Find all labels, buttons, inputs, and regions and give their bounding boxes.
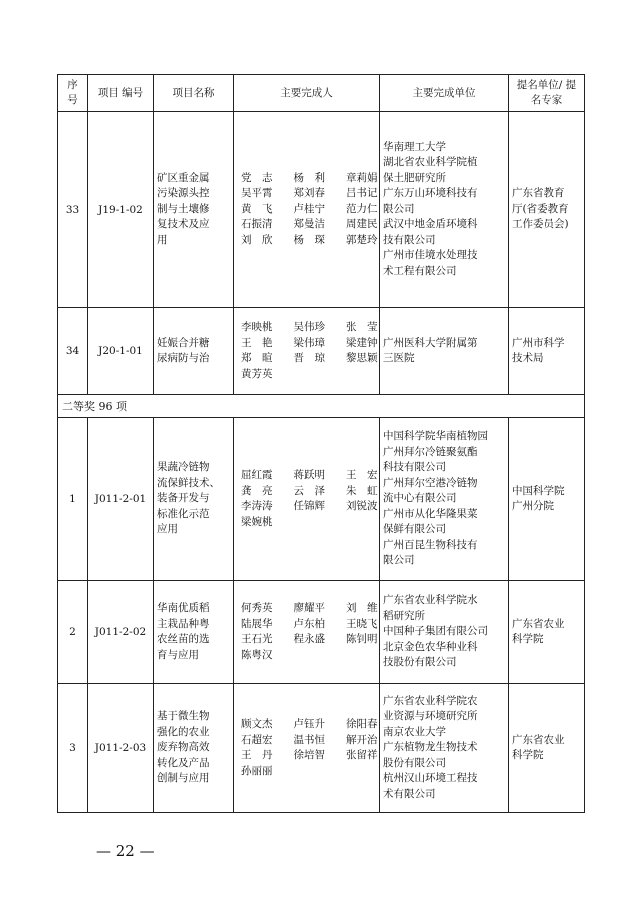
cell-units: 华南理工大学 湖北省农业科学院植 保土肥研究所 广东万山环境科技有 限公司 武汉中地金盾环境科 技有限公司 广州市佳境水处理技 术工程有限公司	[380, 112, 509, 308]
cell-code: J011-2-03	[88, 684, 154, 813]
cell-nominator: 中国科学院 广州分院	[509, 418, 585, 581]
cell-seq: 2	[58, 581, 88, 684]
cell-code: J011-2-01	[88, 418, 154, 581]
cell-units: 广东省农业科学院农 业资源与环境研究所 南京农业大学 广东植物龙生物技术 股份有限公司 杭州汉山环境工程技 术有限公司	[380, 684, 509, 813]
cell-code: J19-1-02	[88, 112, 154, 308]
cell-units: 广东省农业科学院水 稻研究所 中国种子集团有限公司 北京金色农华种业科 技股份有限公司	[380, 581, 509, 684]
cell-name: 基于微生物 强化的农业 废弃物高效 转化及产品 创制与应用	[154, 684, 234, 813]
cell-persons: 李映桃 吴伟珍 张 莹 王 艳 梁伟璋 梁建钟 郑 暄 晋 琼 黎思颖 黄芳英	[234, 308, 380, 395]
cell-nominator: 广东省农业 科学院	[509, 581, 585, 684]
header-name: 项目名称	[154, 75, 234, 112]
cell-code: J011-2-02	[88, 581, 154, 684]
table-row	[58, 308, 585, 395]
table-row	[58, 581, 585, 684]
cell-nominator: 广东省农业 科学院	[509, 684, 585, 813]
cell-name: 妊娠合并糖 尿病防与治	[154, 308, 234, 395]
table-row	[58, 418, 585, 581]
cell-nominator: 广东省教育 厅(省委教育 工作委员会)	[509, 112, 585, 308]
cell-seq: 1	[58, 418, 88, 581]
header-code: 项目 编号	[88, 75, 154, 112]
header-seq: 序 号	[58, 75, 88, 112]
section-row	[58, 395, 585, 418]
cell-seq: 3	[58, 684, 88, 813]
cell-persons: 何秀英 廖耀平 刘 维 陆展华 卢东柏 王晓飞 王石光 程永盛 陈钊明 陈粤汉	[234, 581, 380, 684]
header-nominator: 提名单位/ 提名专家	[509, 75, 585, 112]
awards-table	[57, 74, 585, 813]
cell-units: 广州医科大学附属第 三医院	[380, 308, 509, 395]
cell-name: 矿区重金属 污染源头控 制与土壤修 复技术及应 用	[154, 112, 234, 308]
table-row	[58, 112, 585, 308]
cell-persons: 屈红霞 蒋跃明 王 宏 龚 亮 云 泽 朱 虹 李涛涛 任锦辉 刘锐波 梁婉桃	[234, 418, 380, 581]
section-title: 二等奖 96 项	[58, 395, 585, 418]
table-header-row	[58, 75, 585, 112]
cell-persons: 党 志 杨 利 章莉娟 吴平霄 郑刘春 吕书记 黄 飞 卢桂宁 范力仁 石振清 郑曼洁 周建民 刘 欣 杨 琛 郭楚玲	[234, 112, 380, 308]
page-number: — 22 —	[96, 842, 155, 860]
table-row	[58, 684, 585, 813]
cell-seq: 33	[58, 112, 88, 308]
cell-units: 中国科学院华南植物园 广州拜尔冷链聚氨酯 科技有限公司 广州拜尔空港冷链物 流中心有限公司 广州市从化华隆果菜 保鲜有限公司 广州百昆生物科技有 限公司	[380, 418, 509, 581]
cell-code: J20-1-01	[88, 308, 154, 395]
cell-nominator: 广州市科学 技术局	[509, 308, 585, 395]
header-persons: 主要完成人	[234, 75, 380, 112]
header-units: 主要完成单位	[380, 75, 509, 112]
cell-name: 果蔬冷链物 流保鲜技术、 装备开发与 标准化示范 应用	[154, 418, 234, 581]
cell-name: 华南优质稻 主栽品种粤 农丝苗的选 育与应用	[154, 581, 234, 684]
cell-persons: 顾文杰 卢钰升 徐阳春 石超宏 温书恒 解开治 王 丹 徐培智 张留祥 孙丽丽	[234, 684, 380, 813]
cell-seq: 34	[58, 308, 88, 395]
